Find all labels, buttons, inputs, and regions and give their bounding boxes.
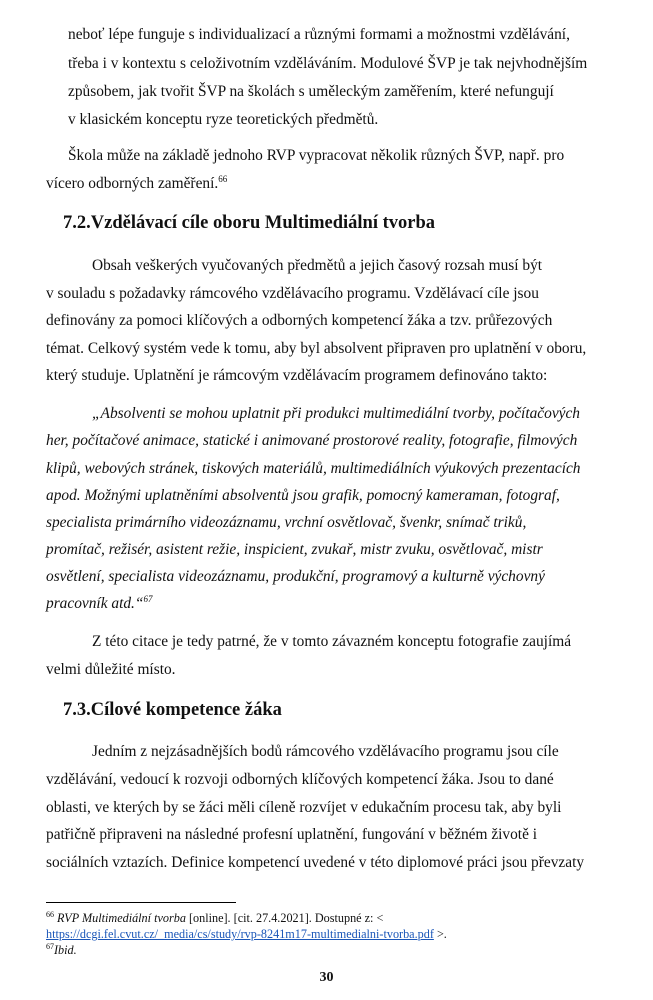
footnote-ref: 67 [143,593,153,604]
body-line: vzdělávání, vedoucí k rozvoji odborných klíčových kompetencí žáka. Jsou to dané [46,771,554,788]
body-line: Z této citace je tedy patrné, že v tomto závazném konceptu fotografie zaujímá [92,633,572,650]
quote-line: apod. Možnými uplatněními absolventů jsou grafik, pomocný kameraman, fotograf, [46,487,560,504]
body-line: třeba i v kontextu s celoživotním vzděláváním. Modulové ŠVP je tak nejvhodnějším [68,55,588,72]
footnote-title: RVP Multimediální tvorba [57,911,186,925]
body-line: Jedním z nejzásadnějších bodů rámcového vzdělávacího programu jsou cíle [92,743,559,760]
quote-line: specialista primárního videozáznamu, vrchní osvětlovač, švenkr, snímač triků, [46,514,527,531]
body-line: oblasti, ve kterých by se žáci měli cíleně rozvíjet v edukačním procesu tak, aby byli [46,799,562,816]
footnote-number: 67 [46,941,54,951]
section-heading: 7.3.Cílové kompetence žáka [63,700,282,720]
footnote-66-link-line: https://dcgi.fel.cvut.cz/_media/cs/study/rvp-8241m17-multimedialni-tvorba.pdf >. [46,927,447,941]
page-number: 30 [319,970,334,985]
quote-line: „Absolventi se mohou uplatnit při produkci multimediální tvorby, počítačových [92,405,581,422]
body-line: v souladu s požadavky rámcového vzdělávacího programu. Vzdělávací cíle jsou [46,285,539,302]
footnote-separator [46,902,236,903]
footnote-67 [46,941,77,957]
footnote-ref: 66 [218,173,228,184]
body-line: sociálních vztazích. Definice kompetencí uvedené v této diplomové práci jsou převzaty [46,854,585,871]
body-line: patřičně připraveni na následné profesní uplatnění, fungování v běžném životě i [46,826,538,843]
body-line: Obsah veškerých vyučovaných předmětů a jejich časový rozsah musí být [92,257,543,274]
body-line: velmi důležité místo. [46,661,176,678]
body-line: definovány za pomoci klíčových a odborných kompetencí žáka a tzv. průřezových [46,312,553,329]
body-line: témat. Celkový systém vede k tomu, aby byl absolvent připraven pro uplatnění v oboru, [46,340,587,357]
body-line: neboť lépe funguje s individualizací a různými formami a možnostmi vzdělávání, [68,26,570,43]
body-line: v klasickém konceptu ryze teoretických předmětů. [68,111,379,128]
footnote-number: 66 [46,909,54,919]
section-heading: 7.2.Vzdělávací cíle oboru Multimediální tvorba [63,213,436,233]
quote-line: pracovník atd.“$^{67}$ [46,593,153,612]
quote-line: osvětlení, specialista videozáznamu, produkční, programový a kulturně výchovný [46,568,545,585]
body-line: způsobem, jak tvořit ŠVP na školách s uměleckým zaměřením, které nefungují [68,83,554,100]
footnote-link[interactable]: https://dcgi.fel.cvut.cz/_media/cs/study/rvp-8241m17-multimedialni-tvorba.pdf [46,927,434,941]
footnote-66: $^{66}$ RVP Multimediální tvorba [online]. [cit. 27.4.2021]. Dostupné z: < [46,909,384,925]
body-line: který studuje. Uplatnění je rámcovým vzdělávacím programem definováno takto: [46,367,548,384]
quote-line: promítač, režisér, asistent režie, inspicient, zvukař, mistr zvuku, osvětlovač, mistr [46,541,543,558]
body-line: vícero odborných zaměření.$^{66}$ [46,173,228,192]
footnote-text: Ibid. [54,943,77,957]
quote-line: klipů, webových stránek, tiskových materiálů, multimediálních výukových prezentacích [46,460,581,477]
body-line: Škola může na základě jednoho RVP vypracovat několik různých ŠVP, např. pro [68,147,565,164]
quote-line: her, počítačové animace, statické i animované prostorové reality, fotografie, filmových [46,432,578,449]
